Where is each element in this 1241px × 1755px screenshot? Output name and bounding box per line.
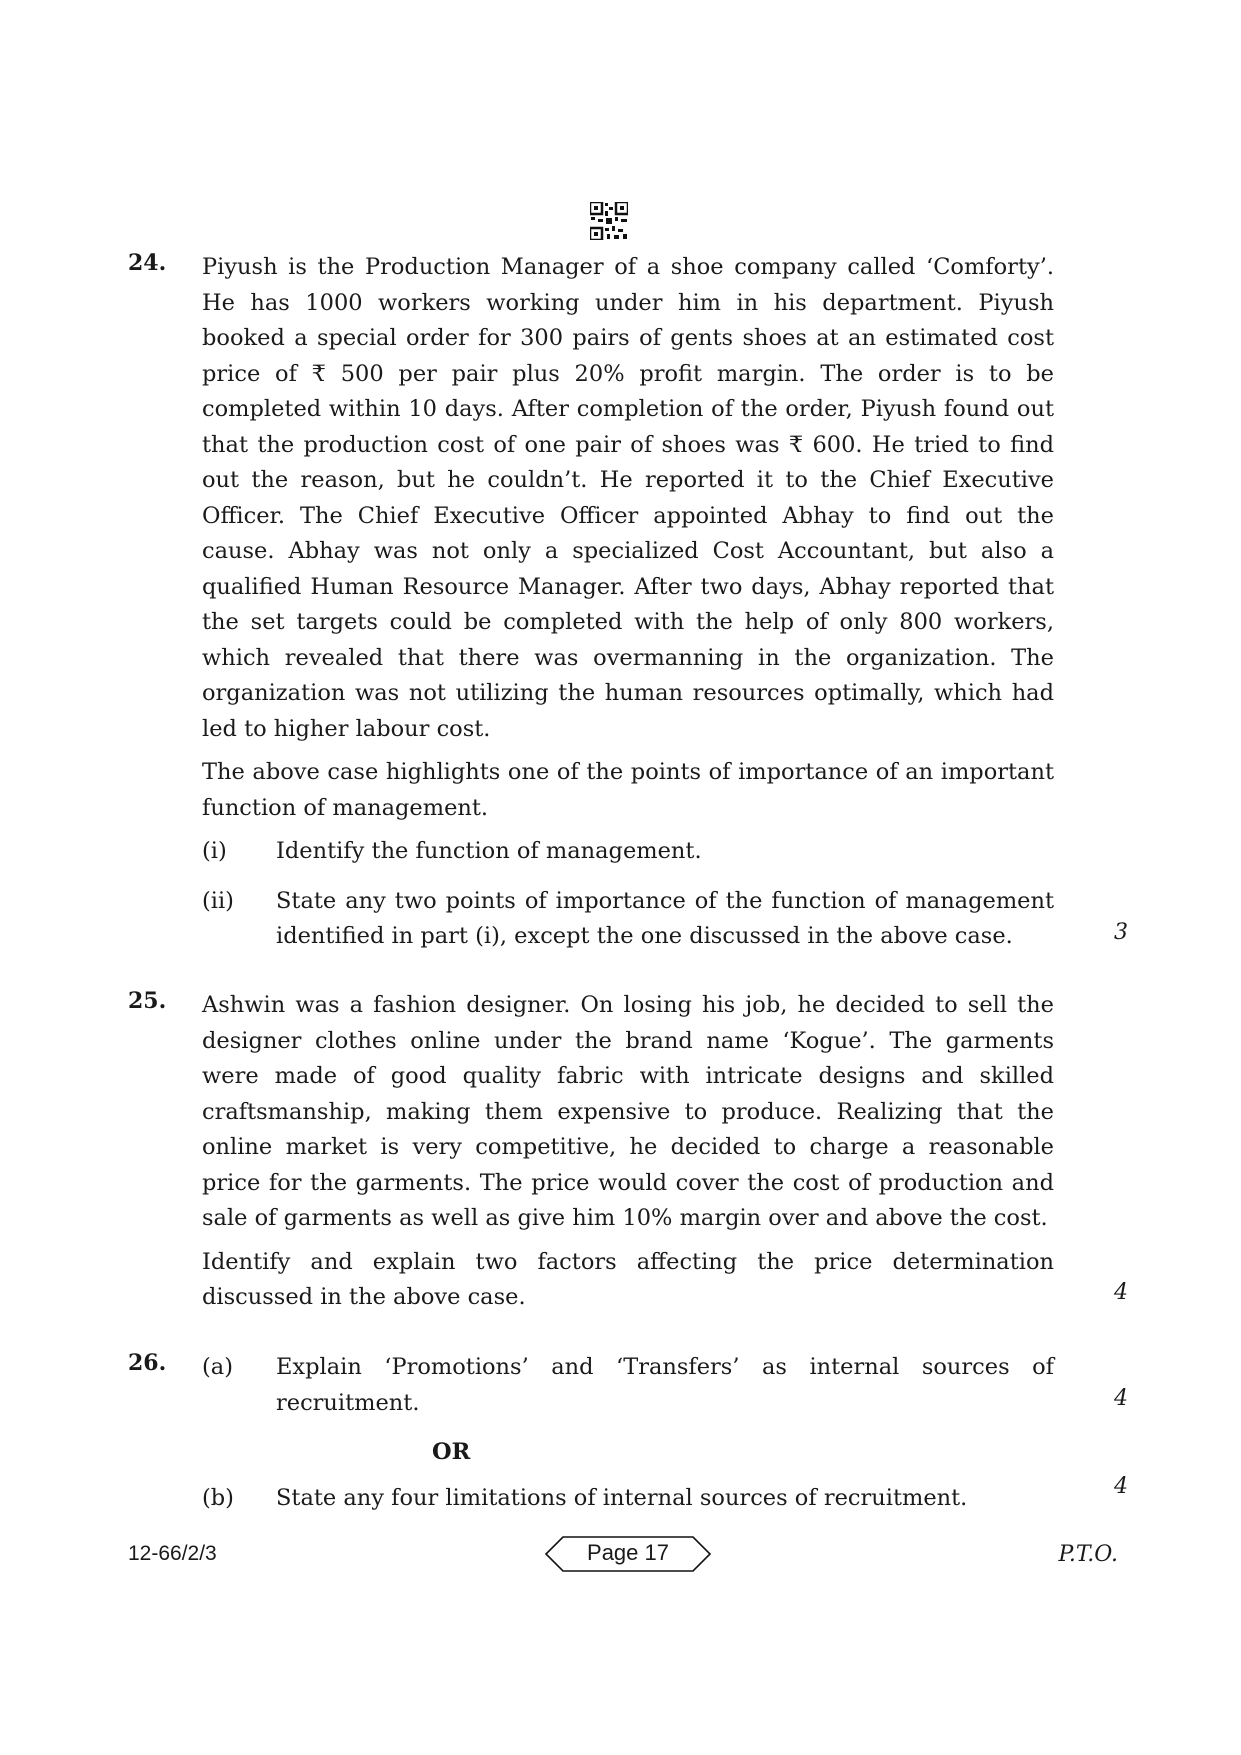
- sub-text: State any four limitations of internal sources of recruitment.: [276, 1484, 968, 1511]
- question-24: [128, 250, 1128, 969]
- page-footer: [128, 1534, 1118, 1574]
- sub-label: (a): [202, 1354, 233, 1380]
- instruction-paragraph: Identify and explain two factors affecting the price determination discussed in the above case.: [202, 1248, 1054, 1310]
- sub-text: State any two points of importance of the function of management identified in part (i), except the one discussed in the above case.: [276, 887, 1054, 949]
- sub-question-i: [202, 834, 1054, 870]
- question-number: 26.: [128, 1350, 167, 1376]
- case-paragraph: Ashwin was a fashion designer. On losing his job, he decided to sell the designer clothes online under the brand name ‘Kogue’. The garments were made of good quality fabric with intricate designs and skilled craftsmanship, making them expensive to produce. Realizing that the online market is very competitive, he decided to charge a reasonable price for the garments. The price would cover the cost of production and sale of garments as well as give him 10% margin over and above the cost.: [202, 992, 1054, 1231]
- question-26: [128, 1350, 1128, 1530]
- question-number: 25.: [128, 988, 167, 1014]
- instruction-paragraph: The above case highlights one of the points of importance of an important function of management.: [202, 759, 1054, 821]
- sub-question-b: [202, 1481, 1054, 1517]
- marks: 4: [1114, 1386, 1128, 1411]
- marks: 4: [1114, 1280, 1128, 1305]
- question-25: [128, 988, 1128, 1324]
- sub-question-ii: [202, 884, 1054, 955]
- sub-text: Explain ‘Promotions’ and ‘Transfers’ as internal sources of recruitment.: [276, 1354, 1054, 1416]
- pto-label: P.T.O.: [1058, 1542, 1118, 1567]
- sub-label: (ii): [202, 887, 234, 914]
- sub-label: (b): [202, 1484, 234, 1511]
- sub-question-a: [202, 1350, 1054, 1421]
- marks: 3: [1114, 920, 1128, 945]
- sub-text: Identify the function of management.: [276, 838, 702, 864]
- paper-code: 12-66/2/3: [128, 1542, 217, 1565]
- case-paragraph: Piyush is the Production Manager of a shoe company called ‘Comforty’. He has 1000 workers working under him in his department. Piyush booked a special order for 300 pairs of gents shoes at an estimated cost price of ₹ 500 per pair plus 20% profit margin. The order is to be completed within 10 days. After completion of the order, Piyush found out that the production cost of one pair of shoes was ₹ 600. He tried to find out the reason, but he couldn’t. He reported it to the Chief Executive Officer. The Chief Executive Officer appointed Abhay to find out the cause. Abhay was not only a specialized Cost Accountant, but also a qualified Human Resource Manager. After two days, Abhay reported that the set targets could be completed with the help of only 800 workers, which revealed that there was overmanning in the organization. The organization was not utilizing the human resources optimally, which had led to higher labour cost.: [202, 254, 1054, 742]
- or-divider: OR: [432, 1439, 471, 1465]
- question-number: 24.: [128, 250, 167, 276]
- marks: 4: [1114, 1474, 1128, 1499]
- sub-label: (i): [202, 838, 227, 864]
- qr-code-icon: [590, 202, 628, 240]
- page-number-badge: [543, 1534, 713, 1574]
- page-number: Page 17: [587, 1540, 669, 1565]
